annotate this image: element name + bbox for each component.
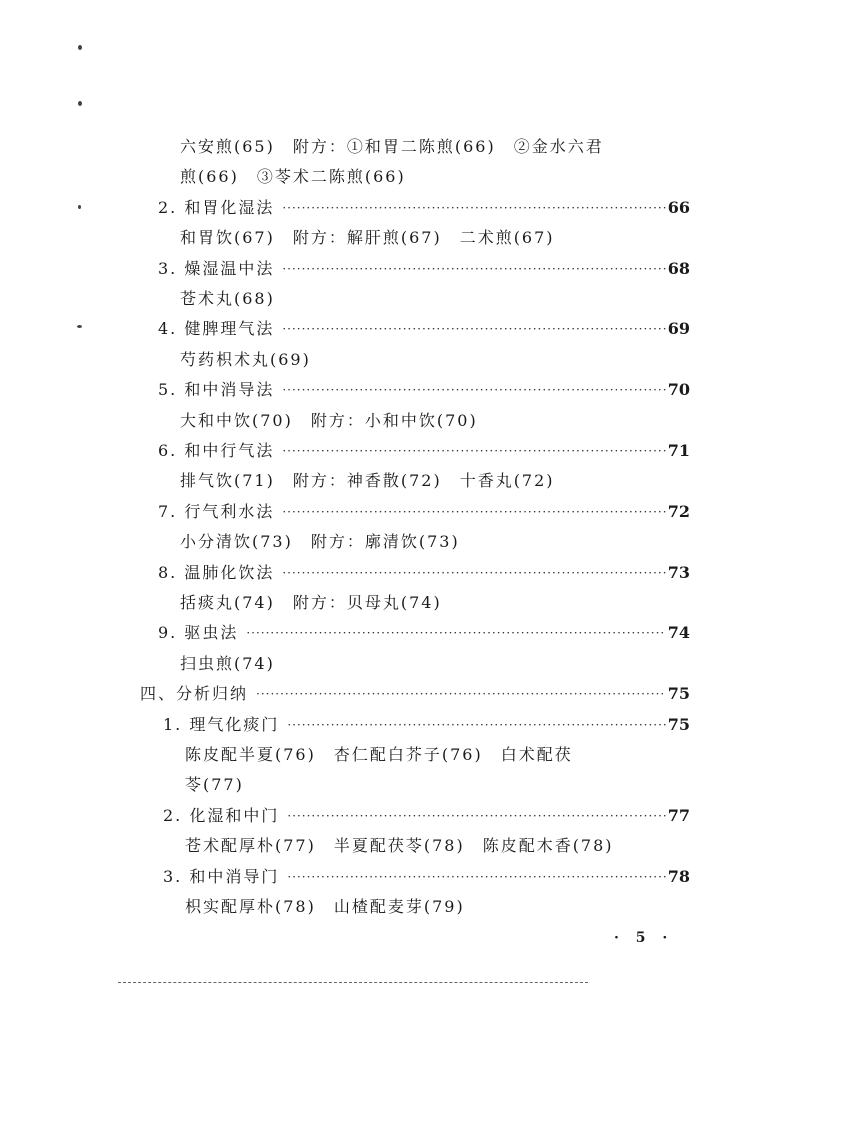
toc-entry [158, 193, 690, 223]
toc-subline [185, 892, 465, 922]
dot-leader [282, 436, 665, 466]
toc-entry-title: 4. 健脾理气法 [158, 319, 275, 339]
toc-subline [180, 345, 311, 375]
toc-entry-title: 四、分析归纳 [140, 684, 249, 704]
toc-entry-title: 8. 温肺化饮法 [158, 562, 275, 582]
toc-entry-title: 9. 驱虫法 [158, 623, 239, 643]
toc-entry-page: 68 [667, 258, 690, 278]
toc-entry-title: 6. 和中行气法 [158, 441, 275, 460]
dot-leader [287, 801, 665, 831]
toc-entry-title: 1. 理气化痰门 [163, 714, 280, 734]
toc-subline-text: 六安煎(65) 附方：①和胃二陈煎(66) ②金水六君 [180, 137, 604, 156]
toc-entry [163, 710, 690, 740]
toc-subline-text: 和胃饮(67) 附方：解肝煎(67) 二术煎(67) [180, 228, 555, 248]
scan-speck [77, 325, 82, 328]
toc-entry [158, 436, 690, 466]
toc-entry-page: 78 [667, 866, 690, 886]
toc-entry [158, 254, 690, 284]
scan-edge-line [118, 982, 588, 983]
toc-entry [158, 375, 690, 405]
toc-subline-text: 苍术丸(68) [180, 289, 275, 308]
toc-entry-title: 7. 行气利水法 [158, 501, 275, 521]
toc-subline [180, 588, 442, 618]
toc-subline-text: 煎(66) ③苓术二陈煎(66) [180, 167, 406, 187]
toc-entry [163, 862, 690, 892]
toc-entry-page: 66 [667, 197, 690, 217]
dot-leader [287, 862, 665, 892]
toc-subline-text: 枳实配厚朴(78) 山楂配麦芽(79) [185, 897, 465, 916]
toc-entry-page: 75 [667, 684, 690, 704]
toc-subline-text: 括痰丸(74) 附方：贝母丸(74) [180, 593, 442, 612]
page-number: · 5 · [614, 930, 674, 946]
toc-subline [180, 649, 275, 679]
toc-entry-title: 3. 燥湿温中法 [158, 258, 275, 278]
toc-entry [158, 558, 690, 588]
toc-subline [180, 223, 555, 253]
dot-leader [256, 679, 666, 709]
toc-entry-page: 77 [667, 805, 690, 825]
toc-entry-page: 71 [667, 441, 690, 460]
toc-subline [180, 406, 478, 436]
dot-leader [282, 314, 665, 344]
dot-leader [282, 193, 665, 223]
toc-subline-text: 小分清饮(73) 附方：廓清饮(73) [180, 532, 460, 552]
toc-entry-page: 70 [667, 380, 690, 400]
scan-speck [78, 205, 81, 209]
toc-entry-page: 75 [667, 714, 690, 734]
toc-entry [163, 801, 690, 831]
toc-entry-page: 69 [667, 319, 690, 339]
toc-subline [180, 466, 555, 496]
scan-speck [78, 101, 82, 106]
toc-entry-title: 2. 和胃化湿法 [158, 197, 275, 217]
toc-subline [180, 284, 275, 314]
toc-subline-text: 芍药枳术丸(69) [180, 349, 311, 369]
toc-entry [158, 314, 690, 344]
toc-subline-text: 陈皮配半夏(76) 杏仁配白芥子(76) 白术配茯 [185, 745, 573, 764]
dot-leader [282, 254, 665, 284]
toc-subline [185, 831, 614, 861]
dot-leader [287, 710, 665, 740]
toc-entry [158, 497, 690, 527]
toc-entry [158, 618, 690, 648]
toc-entry-title: 3. 和中消导门 [163, 866, 280, 886]
toc-subline [185, 770, 244, 800]
toc-subline-text: 扫虫煎(74) [180, 653, 275, 673]
toc-entry-title: 5. 和中消导法 [158, 380, 275, 400]
toc-entry-page: 73 [667, 562, 690, 582]
toc-entry [140, 679, 690, 709]
dot-leader [282, 497, 665, 527]
dot-leader [246, 618, 665, 648]
scan-speck [78, 45, 82, 50]
toc-entry-title: 2. 化湿和中门 [163, 805, 280, 825]
dot-leader [282, 558, 665, 588]
toc-subline-text: 苍术配厚朴(77) 半夏配茯苓(78) 陈皮配木香(78) [185, 836, 614, 856]
toc-subline [185, 740, 573, 770]
dot-leader [282, 375, 665, 405]
toc-subline-text: 排气饮(71) 附方：神香散(72) 十香丸(72) [180, 471, 555, 491]
toc-subline [180, 132, 604, 162]
toc-subline-text: 大和中饮(70) 附方：小和中饮(70) [180, 410, 478, 430]
toc-entry-page: 72 [667, 501, 690, 521]
toc-subline [180, 162, 406, 192]
toc-subline [180, 527, 460, 557]
toc-subline-text: 苓(77) [185, 775, 244, 795]
toc-entry-page: 74 [667, 623, 690, 643]
